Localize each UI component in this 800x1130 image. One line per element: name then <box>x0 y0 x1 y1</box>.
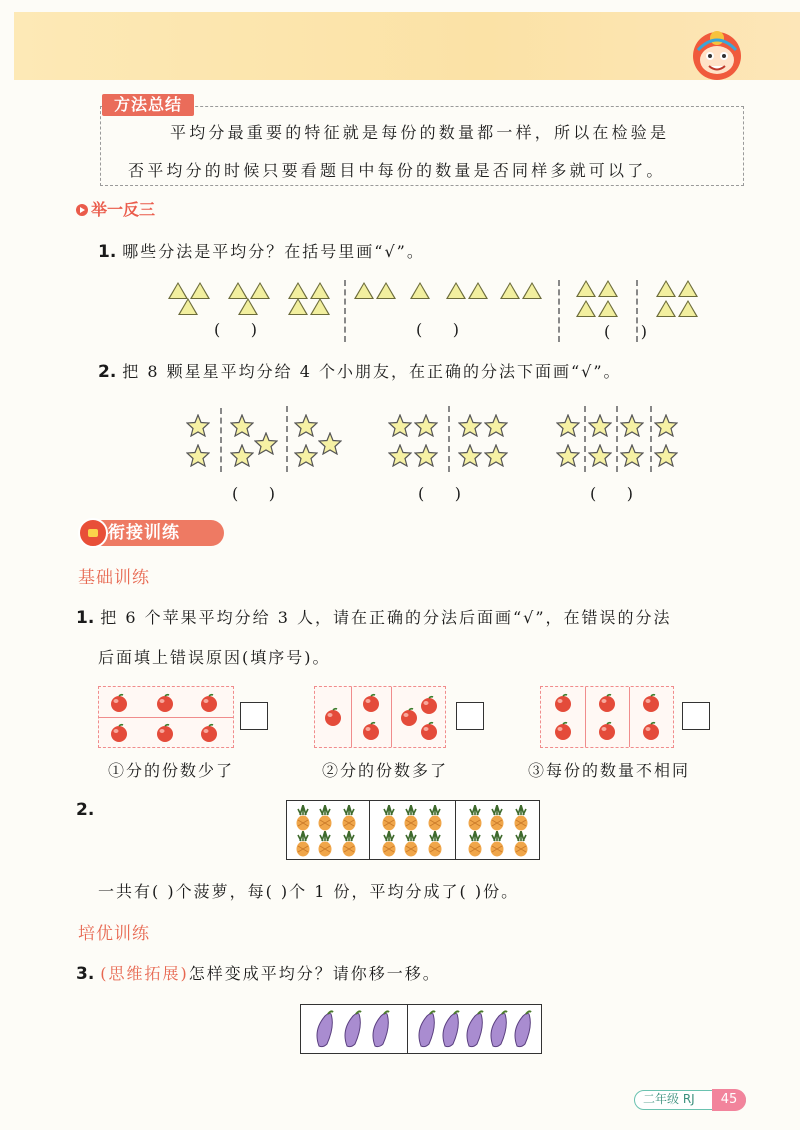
pineapple-icon <box>489 831 505 857</box>
answer-box-c[interactable] <box>682 702 710 730</box>
triangle-icon <box>576 280 596 297</box>
star-icon <box>620 444 644 467</box>
apple-icon <box>155 693 175 713</box>
reason-2: ②分的份数多了 <box>322 761 449 780</box>
eggplant-icon[interactable] <box>463 1010 485 1048</box>
eggplant-icon[interactable] <box>313 1010 335 1048</box>
star-icon <box>588 444 612 467</box>
star-icon <box>186 444 210 467</box>
apple-icon <box>597 721 617 741</box>
b2-fill-sentence[interactable]: 一共有( )个菠萝，每( )个 1 份，平均分成了( )份。 <box>98 882 520 901</box>
star-icon <box>556 444 580 467</box>
apple-icon <box>199 693 219 713</box>
apple-icon <box>419 695 439 715</box>
star-icon <box>388 444 412 467</box>
pineapple-icon <box>403 831 419 857</box>
pineapple-icon <box>427 805 443 831</box>
apple-icon <box>199 723 219 743</box>
triangle-icon <box>522 282 542 299</box>
triangle-icon <box>310 298 330 315</box>
pineapple-icon <box>513 805 529 831</box>
top-banner <box>14 12 800 80</box>
q1-question <box>98 242 425 262</box>
star-icon <box>186 414 210 437</box>
q2-number: 2. <box>98 362 117 382</box>
star-icon <box>230 444 254 467</box>
pineapple-icon <box>317 831 333 857</box>
triangle-icon <box>678 280 698 297</box>
q1-text: 哪些分法是平均分？在括号里画“√”。 <box>122 242 425 261</box>
answer-box-a[interactable] <box>240 702 268 730</box>
q1-answer-paren-c[interactable]: ( ) <box>604 322 647 341</box>
star-icon <box>458 444 482 467</box>
star-icon <box>230 414 254 437</box>
apple-icon <box>553 721 573 741</box>
apple-icon <box>597 693 617 713</box>
star-icon <box>254 432 278 455</box>
triangle-icon <box>656 300 676 317</box>
star-icon <box>414 414 438 437</box>
juyi-heading <box>76 200 155 220</box>
star-icon <box>484 414 508 437</box>
pineapple-icon <box>317 805 333 831</box>
apple-icon <box>553 693 573 713</box>
triangle-icon <box>228 282 248 299</box>
divider <box>286 406 288 472</box>
triangle-icon <box>576 300 596 317</box>
triangle-icon <box>238 298 258 315</box>
advanced-training-heading: 培优训练 <box>78 924 150 944</box>
apple-group-c <box>540 686 674 748</box>
b1-question-line-1 <box>76 608 672 628</box>
pineapple-icon <box>513 831 529 857</box>
triangle-icon <box>168 282 188 299</box>
a3-question <box>76 964 441 984</box>
star-icon <box>458 414 482 437</box>
method-summary-tag: 方法总结 <box>102 94 194 116</box>
star-icon <box>294 414 318 437</box>
star-icon <box>588 414 612 437</box>
q2-answer-paren-c[interactable]: ( ) <box>590 484 633 503</box>
triangle-icon <box>376 282 396 299</box>
triangle-icon <box>468 282 488 299</box>
triangle-icon <box>598 280 618 297</box>
star-icon <box>654 444 678 467</box>
basic-training-heading: 基础训练 <box>78 568 150 588</box>
a3-thinking-tag: (思维拓展) <box>100 964 189 983</box>
eggplant-icon[interactable] <box>415 1010 437 1048</box>
a3-text: 怎样变成平均分？请你移一移。 <box>188 964 441 983</box>
reason-3: ③每份的数量不相同 <box>528 761 691 780</box>
method-summary-line-2: 否平均分的时候只要看题目中每份的数量是否同样多就可以了。 <box>128 161 666 180</box>
divider <box>558 280 560 342</box>
triangle-icon <box>288 298 308 315</box>
apple-icon <box>419 721 439 741</box>
apple-icon <box>109 693 129 713</box>
method-summary-line-1: 平均分最重要的特征就是每份的数量都一样，所以在检验是 <box>170 123 670 142</box>
q2-answer-paren-b[interactable]: ( ) <box>418 484 461 503</box>
divider <box>344 280 346 342</box>
b2-number-label: 2. <box>76 800 95 820</box>
pineapple-icon <box>381 805 397 831</box>
pineapple-icon <box>427 831 443 857</box>
pineapple-icon <box>403 805 419 831</box>
triangle-icon <box>250 282 270 299</box>
triangle-icon <box>410 282 430 299</box>
triangle-icon <box>354 282 374 299</box>
monkey-mascot-icon <box>688 26 746 82</box>
pineapple-icon <box>381 831 397 857</box>
apple-icon <box>641 721 661 741</box>
eggplant-icon[interactable] <box>511 1010 533 1048</box>
star-icon <box>556 414 580 437</box>
q1-answer-paren-b[interactable]: ( ) <box>416 320 459 339</box>
triangle-icon <box>598 300 618 317</box>
apple-group-b <box>314 686 446 748</box>
triangle-icon <box>178 298 198 315</box>
apple-icon <box>323 707 343 727</box>
apple-icon <box>361 693 381 713</box>
triangle-icon <box>446 282 466 299</box>
b2-number <box>76 800 100 820</box>
divider <box>616 406 618 472</box>
juyi-label: 举一反三 <box>91 200 156 219</box>
triangle-icon <box>310 282 330 299</box>
divider <box>584 406 586 472</box>
apple-icon <box>361 721 381 741</box>
answer-box-b[interactable] <box>456 702 484 730</box>
triangle-icon <box>678 300 698 317</box>
b1-text-line-1: 把 6 个苹果平均分给 3 人，请在正确的分法后面画“√”，在错误的分法 <box>100 608 672 627</box>
a3-number: 3. <box>76 964 95 984</box>
triangle-icon <box>190 282 210 299</box>
eggplant-icon[interactable] <box>439 1010 461 1048</box>
pineapple-icon <box>295 831 311 857</box>
star-icon <box>294 444 318 467</box>
triangle-icon <box>656 280 676 297</box>
apple-icon <box>109 723 129 743</box>
q2-question <box>98 362 622 382</box>
eggplant-icon[interactable] <box>341 1010 363 1048</box>
star-icon <box>318 432 342 455</box>
divider <box>220 408 222 472</box>
b1-number: 1. <box>76 608 95 628</box>
b1-question-line-2: 后面填上错误原因(填序号)。 <box>98 648 331 667</box>
play-icon <box>76 204 88 216</box>
star-icon <box>388 414 412 437</box>
eggplant-icon[interactable] <box>487 1010 509 1048</box>
triangle-icon <box>288 282 308 299</box>
reason-1: ①分的份数少了 <box>108 761 235 780</box>
triangle-icon <box>500 282 520 299</box>
divider <box>650 406 652 472</box>
drum-icon <box>78 518 108 548</box>
apple-icon <box>641 693 661 713</box>
section-tag-label: 衔接训练 <box>96 520 224 546</box>
pineapple-icon <box>341 805 357 831</box>
divider <box>448 406 450 472</box>
pineapple-icon <box>489 805 505 831</box>
q2-answer-paren-a[interactable]: ( ) <box>232 484 275 503</box>
pineapple-icon <box>467 805 483 831</box>
eggplant-box <box>300 1004 542 1054</box>
q1-number: 1. <box>98 242 117 262</box>
q2-text: 把 8 颗星星平均分给 4 个小朋友，在正确的分法下面画“√”。 <box>122 362 622 381</box>
pineapple-box <box>286 800 540 860</box>
eggplant-icon[interactable] <box>369 1010 391 1048</box>
pineapple-icon <box>295 805 311 831</box>
star-icon <box>620 414 644 437</box>
q1-answer-paren-a[interactable]: ( ) <box>214 320 257 339</box>
star-icon <box>654 414 678 437</box>
star-icon <box>484 444 508 467</box>
pineapple-icon <box>467 831 483 857</box>
apple-icon <box>155 723 175 743</box>
apple-group-a <box>98 686 234 748</box>
star-icon <box>414 444 438 467</box>
pineapple-icon <box>341 831 357 857</box>
apple-icon <box>399 707 419 727</box>
page-number: 45 <box>712 1089 746 1111</box>
footer-grade: 二年级 RJ <box>634 1090 746 1110</box>
